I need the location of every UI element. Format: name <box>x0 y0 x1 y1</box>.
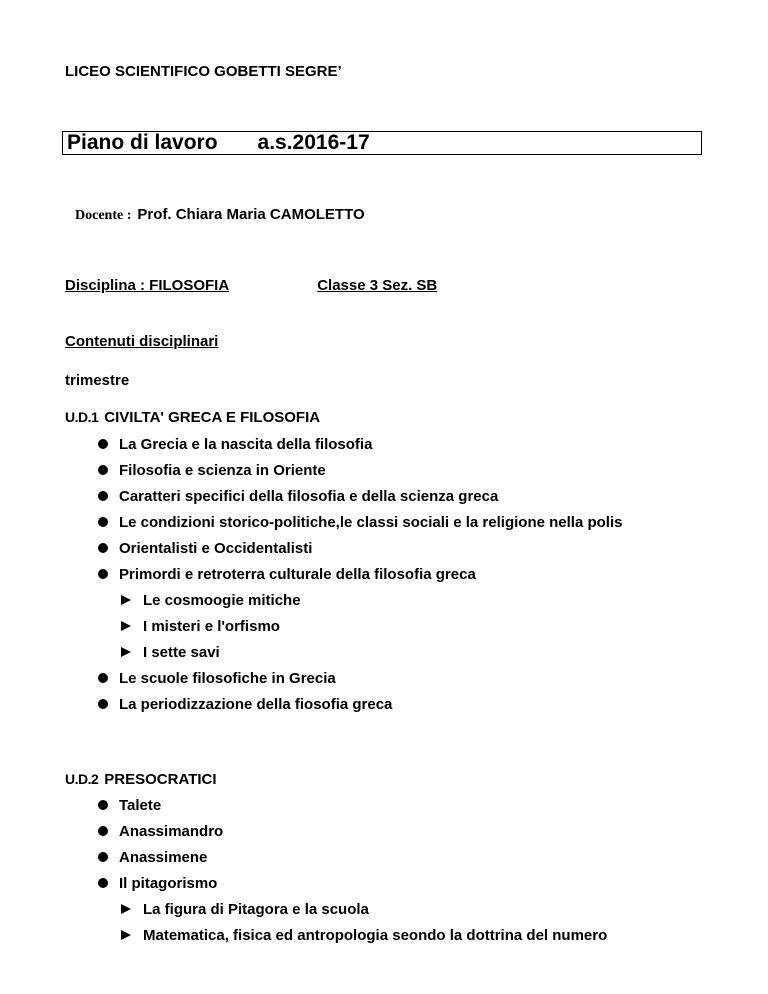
unit-title: CIVILTA' GRECA E FILOSOFIA <box>104 409 321 426</box>
teacher-label: Docente : <box>75 208 132 223</box>
unit-code: U.D.1 <box>65 409 99 425</box>
term-label: trimestre <box>65 372 130 389</box>
unit-1-list <box>0 436 651 722</box>
list-item <box>0 436 651 453</box>
unit-title: PRESOCRATICI <box>104 771 217 788</box>
list-item <box>0 823 651 840</box>
list-item <box>0 540 651 557</box>
list-item-text: Caratteri specifici della filosofia e della scienza greca <box>119 488 499 505</box>
list-item-text: Il pitagorismo <box>119 875 218 892</box>
teacher-line <box>75 206 365 224</box>
contents-heading <box>65 333 226 350</box>
list-item-text: Talete <box>119 797 162 814</box>
sub-list <box>119 592 651 661</box>
list-item-text: Le condizioni storico-politiche,le classi sociali e la religione nella polis <box>119 514 623 531</box>
sub-list-item: Le cosmoogie mitiche <box>119 592 651 609</box>
list-item-text: La periodizzazione della fiosofia greca <box>119 696 393 713</box>
teacher-name: Prof. Chiara Maria CAMOLETTO <box>137 206 365 223</box>
unit-heading <box>65 771 217 788</box>
sub-list <box>119 901 651 944</box>
sub-list-item: I sette savi <box>119 644 651 661</box>
school-name: LICEO SCIENTIFICO GOBETTI SEGRE’ <box>65 63 342 80</box>
sub-list-item: Matematica, fisica ed antropologia seondo la dottrina del numero <box>119 927 651 944</box>
document-title: Piano di lavoro <box>67 131 218 154</box>
list-item <box>0 566 651 661</box>
contents-heading-text: Contenuti disciplinari <box>65 333 219 350</box>
list-item <box>0 696 651 713</box>
list-item-text: Anassimene <box>119 849 208 866</box>
school-year: a.s.2016-17 <box>257 131 370 154</box>
list-item <box>0 670 651 687</box>
list-item <box>0 797 651 814</box>
unit-2-list <box>0 797 651 953</box>
list-item-text: La Grecia e la nascita della filosofia <box>119 436 373 453</box>
list-item-text: Filosofia e scienza in Oriente <box>119 462 326 479</box>
list-item <box>0 514 651 531</box>
unit-heading <box>65 409 320 426</box>
sub-list-item: I misteri e l'orfismo <box>119 618 651 635</box>
list-item-text: Le scuole filosofiche in Grecia <box>119 670 336 687</box>
list-item-text: Primordi e retroterra culturale della filosofia greca <box>119 566 476 583</box>
discipline-line <box>65 277 437 294</box>
list-item <box>0 849 651 866</box>
unit-code: U.D.2 <box>65 771 99 787</box>
sub-list-item: La figura di Pitagora e la scuola <box>119 901 651 918</box>
title-box <box>62 131 702 155</box>
list-item-text: Anassimandro <box>119 823 224 840</box>
list-item <box>0 875 651 944</box>
list-item <box>0 488 651 505</box>
list-item <box>0 462 651 479</box>
class-section: Classe 3 Sez. SB <box>317 277 438 294</box>
list-item-text: Orientalisti e Occidentalisti <box>119 540 313 557</box>
discipline: Disciplina : FILOSOFIA <box>65 277 230 294</box>
